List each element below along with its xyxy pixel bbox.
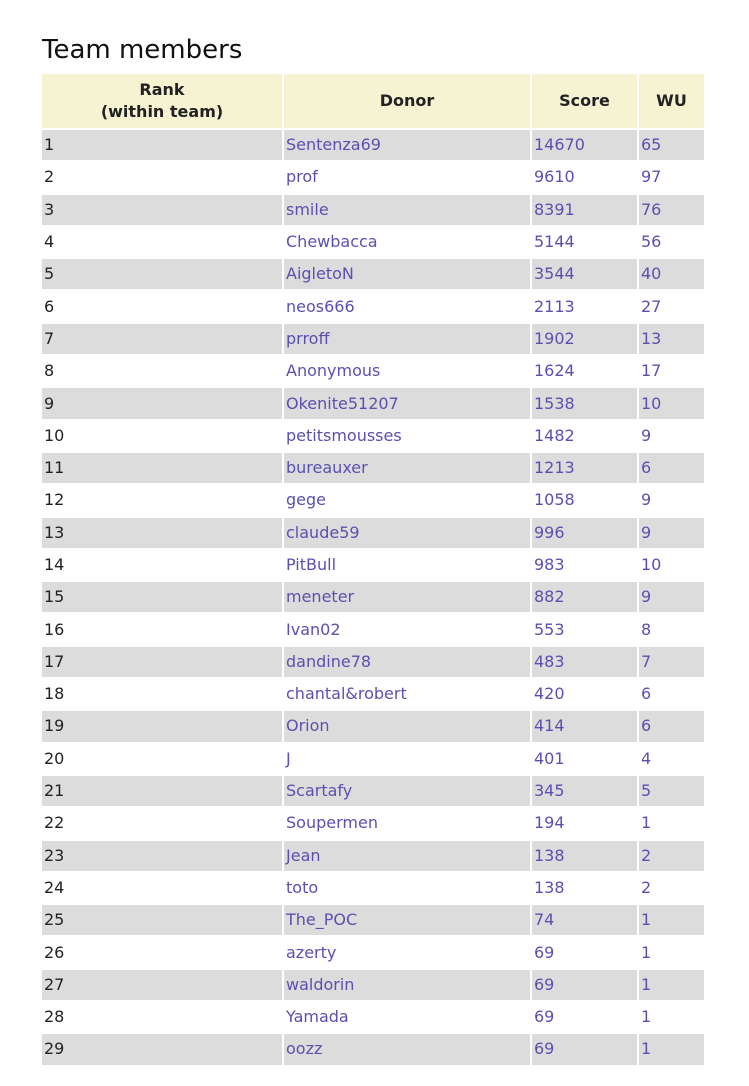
rank-cell: 1: [42, 130, 282, 160]
donor-cell: [284, 259, 530, 289]
table-row: [42, 1034, 704, 1064]
table-row: [42, 324, 704, 354]
wu-cell: 5: [639, 776, 704, 806]
donor-link[interactable]: petitsmousses: [286, 425, 402, 445]
rank-cell: 20: [42, 744, 282, 774]
score-cell: 138: [532, 841, 637, 871]
donor-link[interactable]: Scartafy: [286, 781, 353, 801]
score-cell: 882: [532, 582, 637, 612]
donor-cell: [284, 518, 530, 548]
donor-link[interactable]: waldorin: [286, 974, 355, 994]
donor-cell: [284, 841, 530, 871]
rank-cell: 7: [42, 324, 282, 354]
table-row: [42, 679, 704, 709]
rank-cell: 27: [42, 970, 282, 1000]
wu-cell: 65: [639, 130, 704, 160]
donor-cell: [284, 873, 530, 903]
wu-cell: 1: [639, 1034, 704, 1064]
score-cell: 69: [532, 1034, 637, 1064]
score-cell: 345: [532, 776, 637, 806]
table-row: [42, 614, 704, 644]
score-cell: 74: [532, 905, 637, 935]
wu-cell: 9: [639, 421, 704, 451]
donor-cell: [284, 356, 530, 386]
wu-cell: 27: [639, 291, 704, 321]
rank-cell: 23: [42, 841, 282, 871]
wu-cell: 1: [639, 905, 704, 935]
wu-cell: 1: [639, 937, 704, 967]
donor-cell: [284, 1034, 530, 1064]
donor-link[interactable]: Okenite51207: [286, 393, 399, 413]
donor-cell: [284, 324, 530, 354]
donor-link[interactable]: neos666: [286, 296, 355, 316]
wu-cell: 97: [639, 162, 704, 192]
score-cell: 553: [532, 614, 637, 644]
wu-cell: 9: [639, 485, 704, 515]
table-row: [42, 905, 704, 935]
table-row: [42, 744, 704, 774]
rank-cell: 21: [42, 776, 282, 806]
score-cell: 1482: [532, 421, 637, 451]
donor-link[interactable]: Yamada: [286, 1007, 349, 1027]
donor-link[interactable]: J: [286, 748, 291, 768]
table-row: [42, 776, 704, 806]
score-cell: 5144: [532, 227, 637, 257]
table-row: [42, 937, 704, 967]
rank-cell: 3: [42, 195, 282, 225]
score-cell: 9610: [532, 162, 637, 192]
donor-cell: [284, 582, 530, 612]
donor-link[interactable]: toto: [286, 877, 319, 897]
donor-link[interactable]: PitBull: [286, 555, 337, 574]
donor-cell: [284, 905, 530, 935]
donor-cell: [284, 808, 530, 838]
donor-cell: [284, 937, 530, 967]
donor-link[interactable]: The_POC: [286, 910, 358, 930]
donor-link[interactable]: dandine78: [286, 651, 372, 671]
rank-cell: 26: [42, 937, 282, 967]
table-row: [42, 1002, 704, 1032]
rank-cell: 25: [42, 905, 282, 935]
column-header-rank: [42, 74, 282, 128]
donor-cell: [284, 130, 530, 160]
rank-cell: 2: [42, 162, 282, 192]
donor-link[interactable]: AigletoN: [286, 264, 354, 284]
rank-cell: 15: [42, 582, 282, 612]
donor-cell: [284, 453, 530, 483]
donor-cell: [284, 970, 530, 1000]
column-header-score: Score: [532, 74, 637, 128]
wu-cell: 9: [639, 518, 704, 548]
rank-cell: 4: [42, 227, 282, 257]
wu-cell: 10: [639, 388, 704, 418]
donor-link[interactable]: Ivan02: [286, 619, 341, 639]
donor-link[interactable]: azerty: [286, 942, 337, 962]
table-row: [42, 647, 704, 677]
donor-cell: [284, 744, 530, 774]
donor-link[interactable]: prof: [286, 167, 318, 187]
donor-link[interactable]: chantal&robert: [286, 684, 407, 704]
table-row: [42, 873, 704, 903]
wu-cell: 1: [639, 808, 704, 838]
rank-cell: 29: [42, 1034, 282, 1064]
wu-cell: 6: [639, 679, 704, 709]
donor-cell: [284, 647, 530, 677]
rank-cell: 17: [42, 647, 282, 677]
donor-cell: [284, 227, 530, 257]
score-cell: 69: [532, 937, 637, 967]
team-members-table: [40, 72, 706, 1067]
donor-link[interactable]: prroff: [286, 328, 330, 348]
donor-link[interactable]: Jean: [286, 845, 321, 865]
table-row: [42, 421, 704, 451]
column-header-wu: WU: [639, 74, 704, 128]
donor-link[interactable]: meneter: [286, 587, 355, 607]
score-cell: 1538: [532, 388, 637, 418]
table-row: [42, 162, 704, 192]
rank-cell: 14: [42, 550, 282, 580]
rank-cell: 24: [42, 873, 282, 903]
table-row: [42, 485, 704, 515]
page-title: Team members: [42, 35, 243, 65]
table-row: [42, 550, 704, 580]
score-cell: 2113: [532, 291, 637, 321]
donor-link[interactable]: smile: [286, 199, 329, 219]
table-row: [42, 518, 704, 548]
score-cell: 1058: [532, 485, 637, 515]
donor-link[interactable]: gege: [286, 490, 326, 510]
donor-cell: [284, 550, 530, 580]
wu-cell: 17: [639, 356, 704, 386]
rank-cell: 22: [42, 808, 282, 838]
wu-cell: 13: [639, 324, 704, 354]
table-row: [42, 259, 704, 289]
donor-cell: [284, 421, 530, 451]
table-row: [42, 582, 704, 612]
wu-cell: 56: [639, 227, 704, 257]
wu-cell: 9: [639, 582, 704, 612]
rank-cell: 28: [42, 1002, 282, 1032]
table-row: [42, 356, 704, 386]
donor-cell: [284, 162, 530, 192]
score-cell: 1902: [532, 324, 637, 354]
donor-link[interactable]: Sentenza69: [286, 135, 381, 155]
table-row: [42, 970, 704, 1000]
rank-cell: 8: [42, 356, 282, 386]
table-row: [42, 453, 704, 483]
rank-cell: 19: [42, 711, 282, 741]
table-row: [42, 130, 704, 160]
wu-cell: 76: [639, 195, 704, 225]
score-cell: 1624: [532, 356, 637, 386]
donor-cell: [284, 679, 530, 709]
score-cell: 401: [532, 744, 637, 774]
score-cell: 3544: [532, 259, 637, 289]
wu-cell: 10: [639, 550, 704, 580]
rank-cell: 16: [42, 614, 282, 644]
wu-cell: 7: [639, 647, 704, 677]
donor-link[interactable]: Soupermen: [286, 813, 378, 833]
rank-cell: 13: [42, 518, 282, 548]
score-cell: 14670: [532, 130, 637, 160]
column-header-donor: Donor: [284, 74, 530, 128]
score-cell: 983: [532, 550, 637, 580]
donor-cell: [284, 195, 530, 225]
rank-header-line1: Rank: [139, 80, 185, 99]
table-row: [42, 388, 704, 418]
wu-cell: 6: [639, 711, 704, 741]
wu-cell: 4: [639, 744, 704, 774]
rank-cell: 12: [42, 485, 282, 515]
table-row: [42, 711, 704, 741]
wu-cell: 1: [639, 970, 704, 1000]
table-row: [42, 841, 704, 871]
wu-cell: 1: [639, 1002, 704, 1032]
score-cell: 414: [532, 711, 637, 741]
score-cell: 483: [532, 647, 637, 677]
rank-cell: 18: [42, 679, 282, 709]
donor-cell: [284, 1002, 530, 1032]
wu-cell: 2: [639, 841, 704, 871]
donor-cell: [284, 776, 530, 806]
table-row: [42, 195, 704, 225]
score-cell: 194: [532, 808, 637, 838]
rank-cell: 11: [42, 453, 282, 483]
score-cell: 8391: [532, 195, 637, 225]
rank-header-line2: (within team): [100, 102, 224, 121]
table-header: [42, 74, 704, 128]
donor-link[interactable]: oozz: [286, 1039, 323, 1059]
donor-link[interactable]: Anonymous: [286, 361, 381, 381]
rank-cell: 9: [42, 388, 282, 418]
rank-cell: 5: [42, 259, 282, 289]
donor-cell: [284, 388, 530, 418]
score-cell: 138: [532, 873, 637, 903]
score-cell: 1213: [532, 453, 637, 483]
wu-cell: 8: [639, 614, 704, 644]
wu-cell: 6: [639, 453, 704, 483]
score-cell: 996: [532, 518, 637, 548]
score-cell: 420: [532, 679, 637, 709]
table-row: [42, 227, 704, 257]
rank-cell: 10: [42, 421, 282, 451]
score-cell: 69: [532, 970, 637, 1000]
table-body: [42, 130, 704, 1065]
wu-cell: 2: [639, 873, 704, 903]
donor-link[interactable]: Orion: [286, 716, 330, 736]
table-row: [42, 291, 704, 321]
donor-link[interactable]: bureauxer: [286, 458, 368, 478]
donor-cell: [284, 291, 530, 321]
donor-cell: [284, 485, 530, 515]
table-row: [42, 808, 704, 838]
donor-cell: [284, 711, 530, 741]
rank-cell: 6: [42, 291, 282, 321]
donor-link[interactable]: claude59: [286, 522, 360, 542]
wu-cell: 40: [639, 259, 704, 289]
header-row: [42, 74, 704, 128]
donor-cell: [284, 614, 530, 644]
score-cell: 69: [532, 1002, 637, 1032]
donor-link[interactable]: Chewbacca: [286, 232, 378, 252]
